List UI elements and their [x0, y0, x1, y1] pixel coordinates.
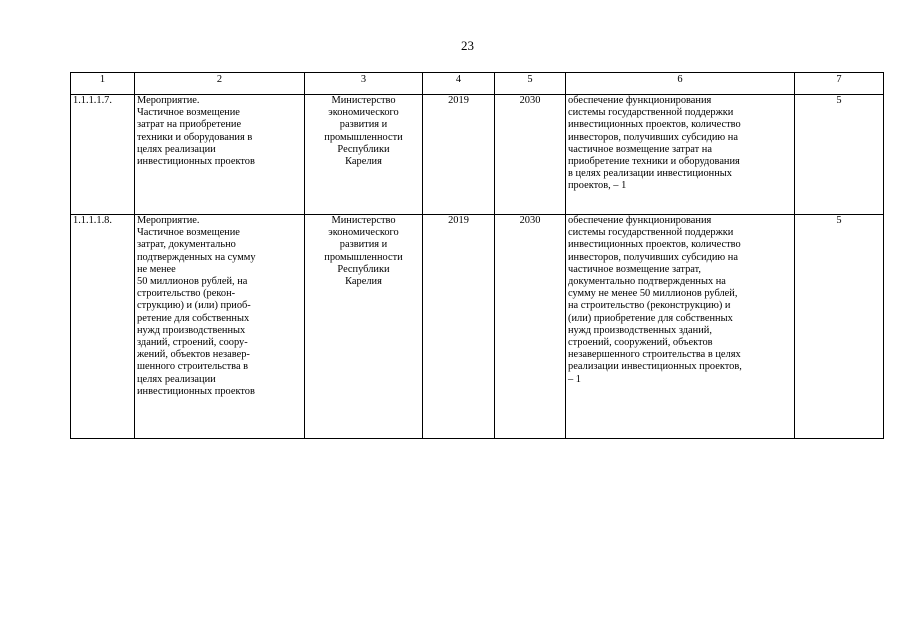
text-line: незавершенного строительства в целях	[568, 349, 741, 361]
expected-result	[566, 215, 795, 439]
text-line: нужд производственных	[137, 324, 246, 336]
text-line: экономического	[328, 107, 399, 119]
text-line: обеспечение функционирования	[568, 215, 712, 226]
text-line: нужд производственных зданий,	[568, 324, 712, 336]
header-row	[71, 73, 884, 95]
column-header: 6	[566, 73, 795, 95]
text-line: экономического	[328, 227, 399, 239]
text-line: сумму не менее 50 миллионов рублей,	[568, 288, 738, 300]
column-header: 2	[135, 73, 305, 95]
text-line: промышленности	[324, 131, 403, 143]
measure-description	[135, 95, 305, 215]
end-year: 2030	[495, 215, 566, 439]
text-line: не менее	[137, 263, 176, 275]
text-line: на строительство (реконструкцию) и	[568, 300, 731, 312]
text-line: развития и	[339, 239, 388, 251]
text-line: проектов, – 1	[568, 180, 627, 192]
column-7-value: 5	[795, 95, 884, 215]
column-header: 7	[795, 73, 884, 95]
text-line: реализации инвестиционных проектов,	[568, 361, 742, 373]
expected-result	[566, 95, 795, 215]
text-line: техники и оборудования в	[137, 131, 253, 143]
text-line: – 1	[568, 373, 581, 385]
measure-number: 1.1.1.1.7.	[71, 95, 135, 215]
column-header: 3	[305, 73, 423, 95]
page-number: 23	[461, 38, 474, 53]
text-line: инвестиционных проектов, количество	[568, 239, 741, 251]
text-line: Республики	[337, 263, 390, 275]
text-line: жений, объектов незавер-	[137, 349, 250, 361]
text-line: (или) приобретение для собственных	[568, 312, 733, 324]
measures-table	[70, 72, 884, 439]
text-line: Министерство	[331, 95, 396, 106]
text-line: системы государственной поддержки	[568, 227, 734, 239]
text-line: инвестиционных проектов	[137, 156, 255, 168]
text-line: Частичное возмещение	[137, 227, 240, 239]
column-header: 1	[71, 73, 135, 95]
text-line: Карелия	[345, 156, 382, 168]
text-line: шенного строительства в	[137, 361, 249, 373]
text-line: затрат на приобретение	[137, 119, 242, 131]
text-line: частичное возмещение затрат на	[568, 143, 712, 155]
text-line: инвесторов, получивших субсидию на	[568, 251, 738, 263]
text-line: подтвержденных на сумму	[137, 251, 256, 263]
text-line: инвесторов, получивших субсидию на	[568, 131, 738, 143]
start-year: 2019	[423, 95, 495, 215]
text-line: Министерство	[331, 215, 396, 226]
text-line: струкцию) и (или) приоб-	[137, 300, 251, 312]
text-line: промышленности	[324, 251, 403, 263]
text-line: документально подтвержденных на	[568, 276, 726, 288]
text-line: строений, сооружений, объектов	[568, 337, 713, 349]
text-line: затрат, документально	[137, 239, 236, 251]
responsible-executor	[305, 95, 423, 215]
responsible-executor	[305, 215, 423, 439]
text-line: инвестиционных проектов, количество	[568, 119, 741, 131]
text-line: приобретение техники и оборудования	[568, 156, 740, 168]
text-line: Карелия	[345, 276, 382, 288]
measure-number: 1.1.1.1.8.	[71, 215, 135, 439]
column-header: 5	[495, 73, 566, 95]
text-line: в целях реализации инвестиционных	[568, 168, 732, 180]
text-line: 50 миллионов рублей, на	[137, 276, 248, 288]
text-line: частичное возмещение затрат,	[568, 263, 701, 275]
text-line: системы государственной поддержки	[568, 107, 734, 119]
text-line: Республики	[337, 143, 390, 155]
text-line: обеспечение функционирования	[568, 95, 712, 106]
text-line: Мероприятие.	[137, 95, 200, 106]
text-line: целях реализации	[137, 373, 216, 385]
measure-description	[135, 215, 305, 439]
text-line: Частичное возмещение	[137, 107, 240, 119]
text-line: развития и	[339, 119, 388, 131]
text-line: строительство (рекон-	[137, 288, 236, 300]
text-line: целях реализации	[137, 143, 216, 155]
table-row	[71, 95, 884, 215]
text-line: инвестиционных проектов	[137, 385, 255, 397]
end-year: 2030	[495, 95, 566, 215]
table-row	[71, 215, 884, 439]
text-line: зданий, строений, соору-	[137, 337, 248, 349]
column-7-value: 5	[795, 215, 884, 439]
start-year: 2019	[423, 215, 495, 439]
column-header: 4	[423, 73, 495, 95]
text-line: Мероприятие.	[137, 215, 200, 226]
text-line: ретение для собственных	[137, 312, 250, 324]
